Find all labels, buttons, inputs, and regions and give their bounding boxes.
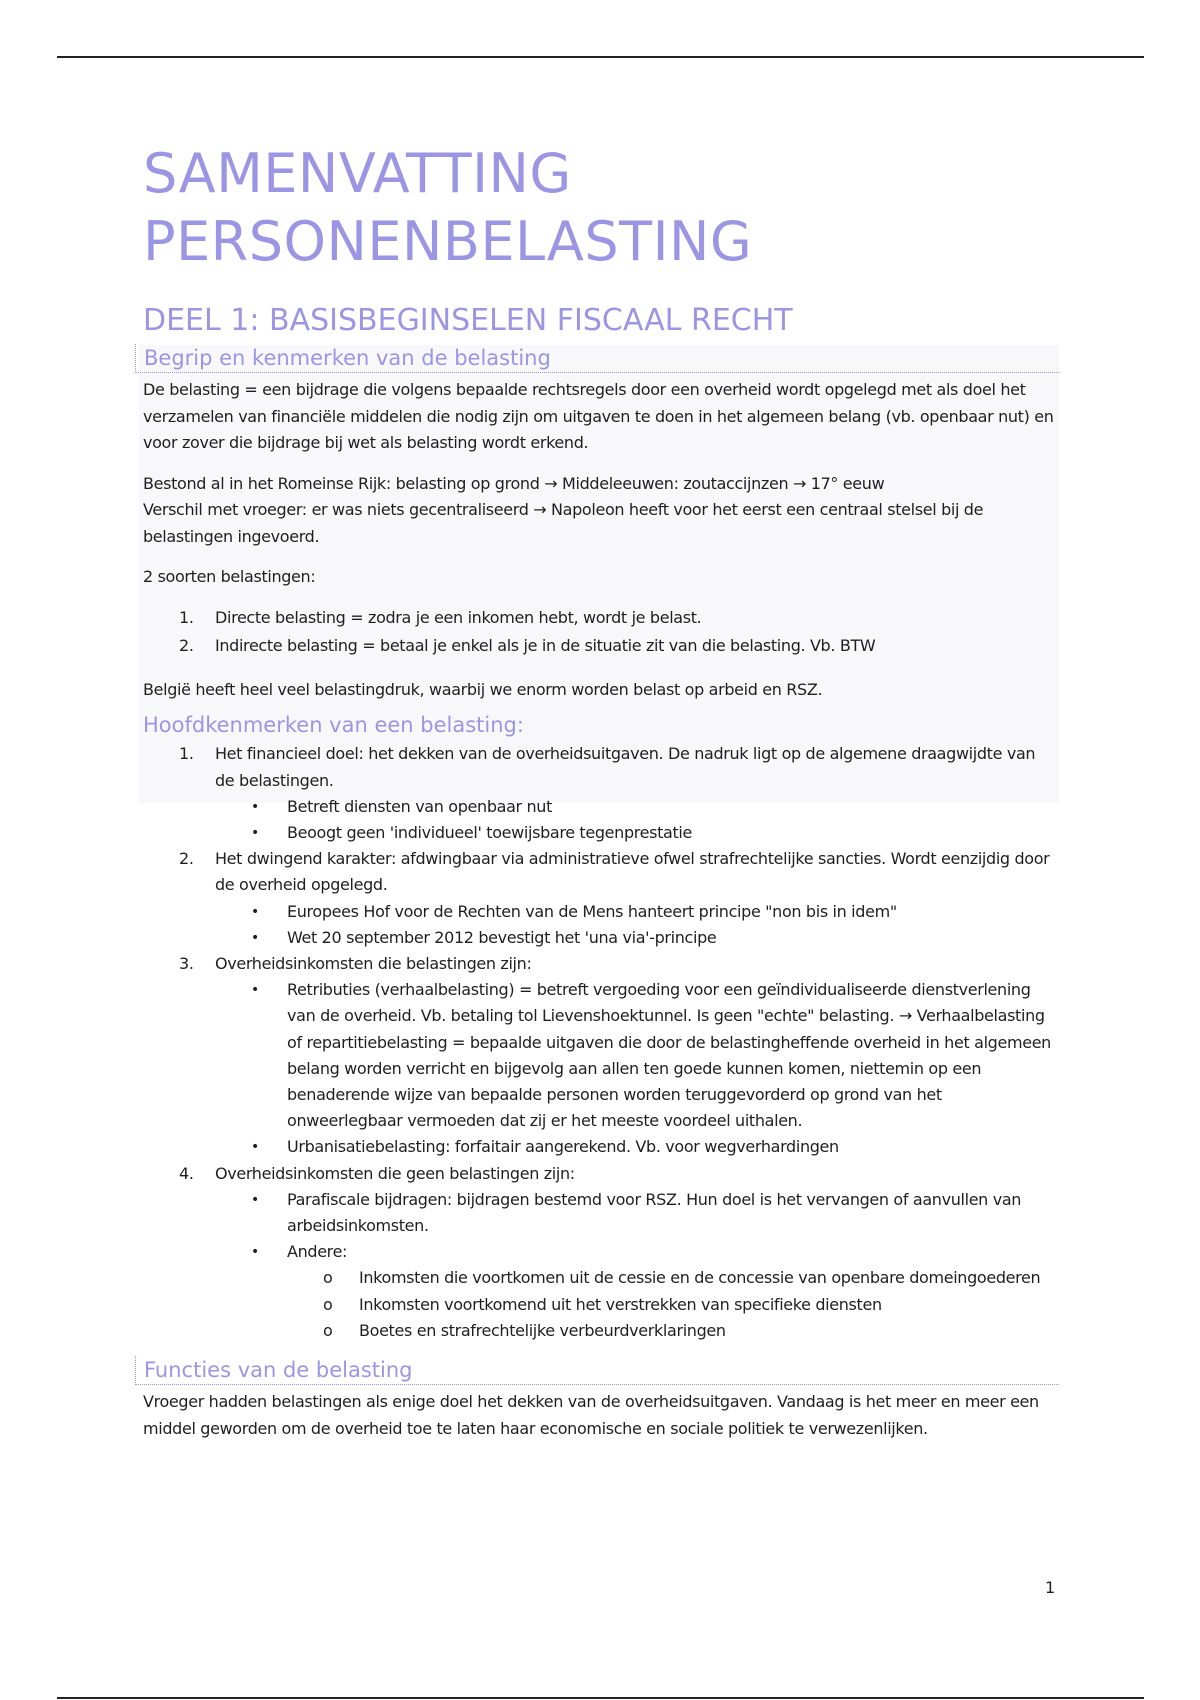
section-heading-hoofdkenmerken: Hoofdkenmerken van een belasting: xyxy=(143,713,524,738)
hoofdkenmerken-list xyxy=(143,741,1058,1344)
bullet-list xyxy=(215,794,1058,846)
sub-bullet-item: o Inkomsten die voortkomen uit de cessie en de concessie van openbare domeingoederen xyxy=(323,1268,1041,1288)
sub-bullet-item: o Inkomsten voortkomend uit het verstrekken van specifieke diensten xyxy=(323,1294,882,1314)
bullet-item: • Parafiscale bijdragen: bijdragen bestemd voor RSZ. Hun doel is het vervangen of aanvullen van arbeidsinkomsten. xyxy=(251,1189,1022,1236)
bullet-item: • Betreft diensten van openbaar nut xyxy=(251,796,553,816)
bullet-item: • Andere: o Inkomsten die voortkomen uit de cessie en de concessie van openbare domeingoederen o Inkomsten voortkomend uit het verstrekken van specifieke diensten o Boetes en strafrechtelijke verbeurdverklaringen xyxy=(215,1239,1058,1344)
history-line-1: Bestond al in het Romeinse Rijk: belasting op grond → Middeleeuwen: zoutaccijnzen → 17° eeuw xyxy=(143,473,885,493)
bullet-item: • Europees Hof voor de Rechten van de Mens hanteert principe "non bis in idem" xyxy=(251,901,897,921)
bullet-item: • Wet 20 september 2012 bevestigt het 'una via'-principe xyxy=(251,927,717,947)
list-item: 2. Indirecte belasting = betaal je enkel als je in de situatie zit van die belasting. Vb. BTW xyxy=(179,635,876,655)
page-number: 1 xyxy=(1045,1578,1056,1597)
bullet-list xyxy=(215,899,1058,951)
sub-bullet-list xyxy=(287,1265,1058,1344)
list-item: 1. Het financieel doel: het dekken van de overheidsuitgaven. De nadruk ligt op de algemene draagwijdte van de belastingen. • Betreft diensten van openbaar nut • Beoogt geen 'individueel' toewijsbare tegenprestatie xyxy=(143,741,1058,846)
list-item: 1. Directe belasting = zodra je een inkomen hebt, wordt je belast. xyxy=(179,607,702,627)
title-line-1: SAMENVATTING xyxy=(143,142,572,205)
title-line-2: PERSONENBELASTING xyxy=(143,210,753,273)
footer-rule xyxy=(57,1697,1144,1699)
bullet-list xyxy=(215,977,1058,1160)
soorten-list xyxy=(143,605,1058,659)
document-title xyxy=(143,140,1058,276)
history-line-2: Verschil met vroeger: er was niets gecentraliseerd → Napoleon heeft voor het eerst een centraal stelsel bij de belastingen ingevoerd. xyxy=(143,500,984,546)
document-page xyxy=(143,140,1058,1456)
bullet-item: • Beoogt geen 'individueel' toewijsbare tegenprestatie xyxy=(251,823,692,843)
paragraph-belgie: België heeft heel veel belastingdruk, waarbij we enorm worden belast op arbeid en RSZ. xyxy=(143,679,823,699)
list-item: 4. Overheidsinkomsten die geen belastingen zijn: • Parafiscale bijdragen: bijdragen bestemd voor RSZ. Hun doel is het vervangen of aanvullen van arbeidsinkomsten. • Andere: o Inkomsten die voortkomen uit de cessie en de concessie van openbare domeingoederen o Inkomsten voortkomend uit het verstrekken van specifieke diensten o Boetes en strafrechtelijke verbeurdverklaringen xyxy=(143,1161,1058,1344)
section-heading-functies: Functies van de belasting xyxy=(135,1356,1059,1385)
header-rule xyxy=(57,56,1144,58)
bullet-item: • Retributies (verhaalbelasting) = betreft vergoeding voor een geïndividualiseerde dienstverlening van de overheid. Vb. betaling tol Lievenshoektunnel. Is geen "echte" belasting. → Verhaalbelasting of repartitiebelasting = bepaalde uitgaven die door de belastingheffende overheid in het algemeen belang worden verricht en bijgevolg aan allen ten goede kunnen komen, niettemin op een benaderende wijze van bepaalde personen worden teruggevorderd op grond van het onweerlegbaar vermoeden dat zij er het meeste voordeel uithalen. xyxy=(251,980,1051,1131)
part-heading: DEEL 1: BASISBEGINSELEN FISCAAL RECHT xyxy=(143,303,793,338)
paragraph-history xyxy=(143,471,1058,551)
paragraph-functies: Vroeger hadden belastingen als enige doel het dekken van de overheidsuitgaven. Vandaag is het meer en meer een middel geworden om de overheid toe te laten haar economische en sociale politiek te verwezenlijken. xyxy=(143,1392,1039,1438)
paragraph-soorten-intro: 2 soorten belastingen: xyxy=(143,567,316,586)
bullet-list xyxy=(215,1187,1058,1344)
section-heading-begrip: Begrip en kenmerken van de belasting xyxy=(135,344,1059,373)
list-item: 2. Het dwingend karakter: afdwingbaar via administratieve ofwel strafrechtelijke sancties. Wordt eenzijdig door de overheid opgelegd. • Europees Hof voor de Rechten van de Mens hanteert principe "non bis in idem" • Wet 20 september 2012 bevestigt het 'una via'-principe xyxy=(143,846,1058,951)
paragraph-definition: De belasting = een bijdrage die volgens bepaalde rechtsregels door een overheid wordt opgelegd met als doel het verzamelen van financiële middelen die nodig zijn om uitgaven te doen in het algemeen belang (vb. openbaar nut) en voor zover die bijdrage bij wet als belasting wordt erkend. xyxy=(143,380,1054,452)
list-item: 3. Overheidsinkomsten die belastingen zijn: • Retributies (verhaalbelasting) = betreft vergoeding voor een geïndividualiseerde dienstverlening van de overheid. Vb. betaling tol Lievenshoektunnel. Is geen "echte" belasting. → Verhaalbelasting of repartitiebelasting = bepaalde uitgaven die door de belastingheffende overheid in het algemeen belang worden verricht en bijgevolg aan allen ten goede kunnen komen, niettemin op een benaderende wijze van bepaalde personen worden teruggevorderd op grond van het onweerlegbaar vermoeden dat zij er het meeste voordeel uithalen. • Urbanisatiebelasting: forfaitair aangerekend. Vb. voor wegverhardingen xyxy=(143,951,1058,1161)
sub-bullet-item: o Boetes en strafrechtelijke verbeurdverklaringen xyxy=(323,1320,726,1340)
bullet-item: • Urbanisatiebelasting: forfaitair aangerekend. Vb. voor wegverhardingen xyxy=(251,1137,839,1157)
